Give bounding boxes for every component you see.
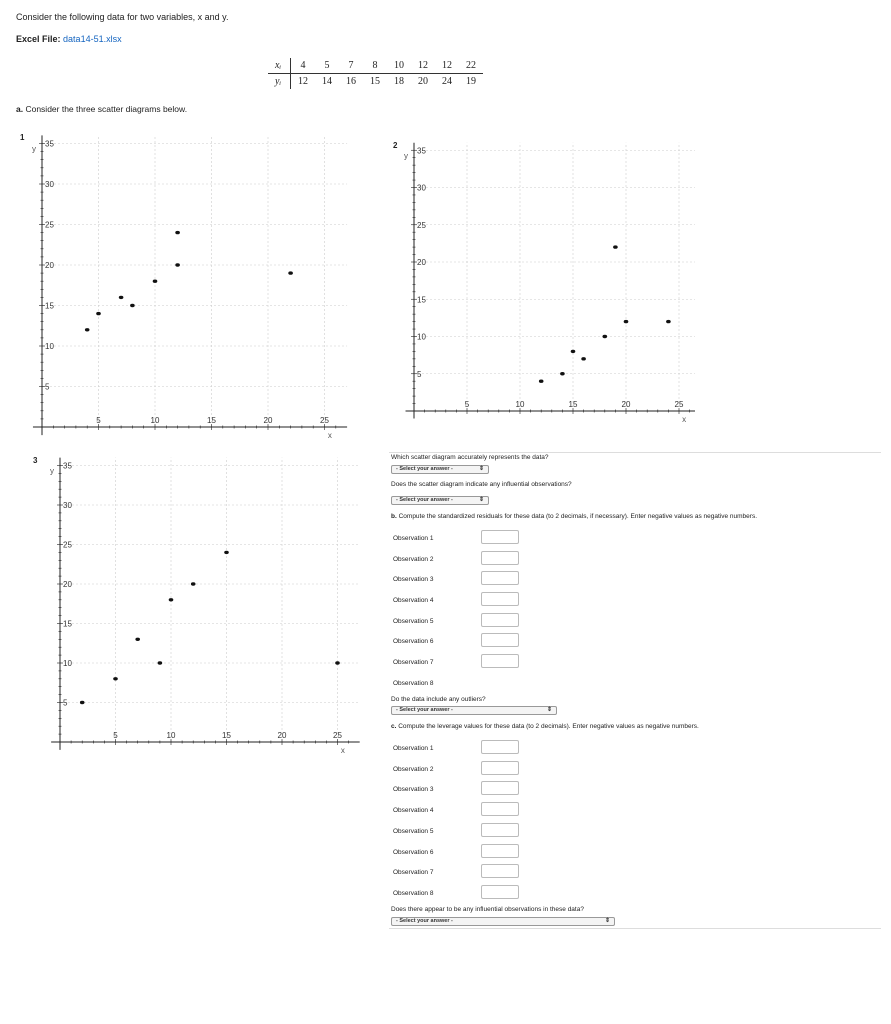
leverage-observation-label: Observation 4 xyxy=(393,807,434,814)
part-c-text xyxy=(391,723,699,730)
leverage-input-1[interactable] xyxy=(481,740,519,754)
data-point xyxy=(613,245,618,248)
leverage-input-5[interactable] xyxy=(481,823,519,837)
y-tick-label: 15 xyxy=(417,295,426,305)
select-arrow-icon: ⇕ xyxy=(478,497,484,503)
residual-input-6[interactable] xyxy=(481,633,519,647)
part-b-label: Compute the standardized residuals for these data (to 2 decimals, if necessary). Enter negative values as negative numbers. xyxy=(398,513,758,520)
y-tick-label: 10 xyxy=(417,332,426,342)
leverage-observation-label: Observation 5 xyxy=(393,828,434,835)
question-influential-diagram: Does the scatter diagram indicate any influential observations? xyxy=(391,481,572,488)
y-cell: 14 xyxy=(322,76,333,87)
y-tick-label: 25 xyxy=(417,220,426,230)
residual-observation-label: Observation 6 xyxy=(393,638,434,645)
influential-data-select[interactable] xyxy=(391,917,615,926)
data-point xyxy=(175,263,180,266)
residual-observation-label: Observation 2 xyxy=(393,556,434,563)
x-tick-label: 10 xyxy=(166,731,176,740)
x-tick-label: 25 xyxy=(333,731,342,740)
leverage-input-2[interactable] xyxy=(481,761,519,775)
x-axis-label: x xyxy=(340,746,345,755)
data-point xyxy=(581,357,586,360)
residual-input-4[interactable] xyxy=(481,592,519,606)
y-tick-label: 20 xyxy=(417,258,426,267)
y-tick-label: 20 xyxy=(45,261,54,270)
select-arrow-icon: ⇕ xyxy=(604,918,610,924)
x-row xyxy=(268,58,483,74)
data-point xyxy=(85,328,90,331)
y-row xyxy=(268,74,483,90)
excel-file-link[interactable]: data14-51.xlsx xyxy=(63,34,122,44)
intro-text: Consider the following data for two variables, x and y. xyxy=(16,12,229,22)
residual-observation-label: Observation 4 xyxy=(393,597,434,604)
data-point xyxy=(560,372,565,375)
y-tick-label: 30 xyxy=(45,180,54,189)
y-cell: 16 xyxy=(346,76,357,87)
data-point xyxy=(603,335,608,338)
leverage-input-7[interactable] xyxy=(481,864,519,878)
x-tick-label: 20 xyxy=(277,731,287,740)
x-tick-label: 25 xyxy=(320,416,329,425)
y-axis-label: y xyxy=(50,466,54,476)
x-cell: 4 xyxy=(291,58,316,74)
data-point xyxy=(624,320,629,323)
part-a-text xyxy=(16,104,187,114)
leverage-observation-label: Observation 2 xyxy=(393,766,434,773)
residual-observation-label: Observation 8 xyxy=(393,680,434,687)
y-tick-label: 30 xyxy=(417,183,426,193)
divider xyxy=(389,928,881,929)
outliers-select[interactable] xyxy=(391,706,557,715)
scatter-plot-3[interactable] xyxy=(40,456,360,761)
influential-diagram-select[interactable] xyxy=(391,496,489,505)
x-axis-label: x xyxy=(327,431,332,440)
data-point xyxy=(224,551,229,554)
y-tick-label: 35 xyxy=(45,139,54,149)
select-text: - Select your answer - xyxy=(396,497,453,503)
select-text: - Select your answer - xyxy=(396,918,453,924)
residual-observation-label: Observation 1 xyxy=(393,535,434,542)
part-a-label: Consider the three scatter diagrams below. xyxy=(25,104,188,114)
data-point xyxy=(113,677,118,680)
x-tick-label: 25 xyxy=(674,400,684,409)
leverage-input-6[interactable] xyxy=(481,844,519,858)
part-c-prefix: c. xyxy=(391,723,397,730)
leverage-input-3[interactable] xyxy=(481,781,519,795)
y-axis-label: y xyxy=(404,151,408,161)
x-axis-label: x xyxy=(682,415,687,424)
residual-input-7[interactable] xyxy=(481,654,519,668)
y-tick-label: 30 xyxy=(63,501,72,510)
part-c-label: Compute the leverage values for these data (to 2 decimals). Enter negative values as negative numbers. xyxy=(398,723,699,730)
x-tick-label: 10 xyxy=(515,400,525,409)
data-point xyxy=(153,280,158,283)
residual-input-1[interactable] xyxy=(481,530,519,544)
data-point xyxy=(119,296,124,299)
data-point xyxy=(96,312,101,315)
select-arrow-icon: ⇕ xyxy=(478,466,484,472)
plot-2-number: 2 xyxy=(393,141,398,150)
x-tick-label: 10 xyxy=(150,416,160,425)
y-tick-label: 20 xyxy=(63,580,72,589)
y-tick-label: 5 xyxy=(63,698,68,708)
y-cell: 12 xyxy=(298,76,309,87)
residual-observation-label: Observation 5 xyxy=(393,618,434,625)
question-which-diagram: Which scatter diagram accurately represents the data? xyxy=(391,454,549,461)
y-tick-label: 10 xyxy=(63,659,72,668)
leverage-observation-label: Observation 8 xyxy=(393,890,434,897)
data-point xyxy=(288,271,293,274)
y-tick-label: 15 xyxy=(63,619,72,629)
scatter-plot-2[interactable] xyxy=(400,140,695,430)
leverage-observation-label: Observation 3 xyxy=(393,786,434,793)
x-tick-label: 5 xyxy=(113,731,118,740)
y-tick-label: 5 xyxy=(45,382,50,392)
data-point xyxy=(666,320,671,323)
part-b-text xyxy=(391,513,757,520)
y-cell: 20 xyxy=(418,76,429,87)
x-cell: 12 xyxy=(435,58,459,74)
question-outliers: Do the data include any outliers? xyxy=(391,696,486,703)
y-cell: 24 xyxy=(442,76,453,87)
question-influential-data: Does there appear to be any influential observations in these data? xyxy=(391,906,584,913)
residual-input-5[interactable] xyxy=(481,613,519,627)
residual-input-2[interactable] xyxy=(481,551,519,565)
x-tick-label: 15 xyxy=(207,416,216,425)
y-tick-label: 35 xyxy=(63,461,72,471)
x-tick-label: 20 xyxy=(621,400,631,409)
data-point xyxy=(539,380,544,383)
y-cell: 15 xyxy=(370,76,381,87)
leverage-input-8[interactable] xyxy=(481,885,519,899)
data-point xyxy=(135,638,140,641)
select-text: - Select your answer - xyxy=(396,466,453,472)
leverage-observation-label: Observation 7 xyxy=(393,869,434,876)
select-text: - Select your answer - xyxy=(396,707,453,713)
residual-observation-label: Observation 3 xyxy=(393,576,434,583)
part-b-prefix: b. xyxy=(391,513,397,520)
x-cell: 7 xyxy=(339,58,363,74)
data-point xyxy=(80,701,85,704)
x-tick-label: 15 xyxy=(568,400,578,409)
data-point xyxy=(191,582,196,585)
leverage-observation-label: Observation 1 xyxy=(393,745,434,752)
scatter-plot-1[interactable] xyxy=(28,135,358,445)
x-header: xᵢ xyxy=(268,58,291,74)
x-cell: 10 xyxy=(387,58,411,74)
part-a-prefix: a. xyxy=(16,104,24,114)
x-tick-label: 20 xyxy=(263,416,273,425)
data-point xyxy=(571,350,576,353)
divider xyxy=(389,452,881,453)
plot-3-number: 3 xyxy=(33,456,38,465)
y-tick-label: 35 xyxy=(417,146,426,156)
data-point xyxy=(169,598,174,601)
y-tick-label: 25 xyxy=(63,540,72,550)
y-tick-label: 10 xyxy=(45,342,54,351)
x-cell: 22 xyxy=(459,58,483,74)
y-tick-label: 25 xyxy=(45,220,54,230)
plot-1-number: 1 xyxy=(20,133,25,142)
data-point xyxy=(335,661,340,664)
y-tick-label: 15 xyxy=(45,301,54,311)
x-cell: 8 xyxy=(363,58,387,74)
leverage-input-4[interactable] xyxy=(481,802,519,816)
excel-label: Excel File: xyxy=(16,34,61,44)
which-diagram-select[interactable] xyxy=(391,465,489,474)
excel-file-line xyxy=(16,34,122,44)
x-tick-label: 5 xyxy=(464,400,470,409)
y-cell: 19 xyxy=(466,76,477,87)
x-cell: 12 xyxy=(411,58,435,74)
data-point xyxy=(158,661,163,664)
y-tick-label: 5 xyxy=(417,369,422,379)
x-cell: 5 xyxy=(315,58,339,74)
x-tick-label: 15 xyxy=(222,731,231,740)
select-arrow-icon: ⇕ xyxy=(546,707,552,713)
y-cell: 18 xyxy=(394,76,405,87)
y-header: yᵢ xyxy=(268,74,291,90)
y-axis-label: y xyxy=(32,144,36,154)
x-tick-label: 5 xyxy=(96,416,101,425)
residual-observation-label: Observation 7 xyxy=(393,659,434,666)
data-table xyxy=(268,58,483,89)
leverage-observation-label: Observation 6 xyxy=(393,849,434,856)
data-point xyxy=(130,304,135,307)
residual-input-3[interactable] xyxy=(481,571,519,585)
data-point xyxy=(175,231,180,234)
